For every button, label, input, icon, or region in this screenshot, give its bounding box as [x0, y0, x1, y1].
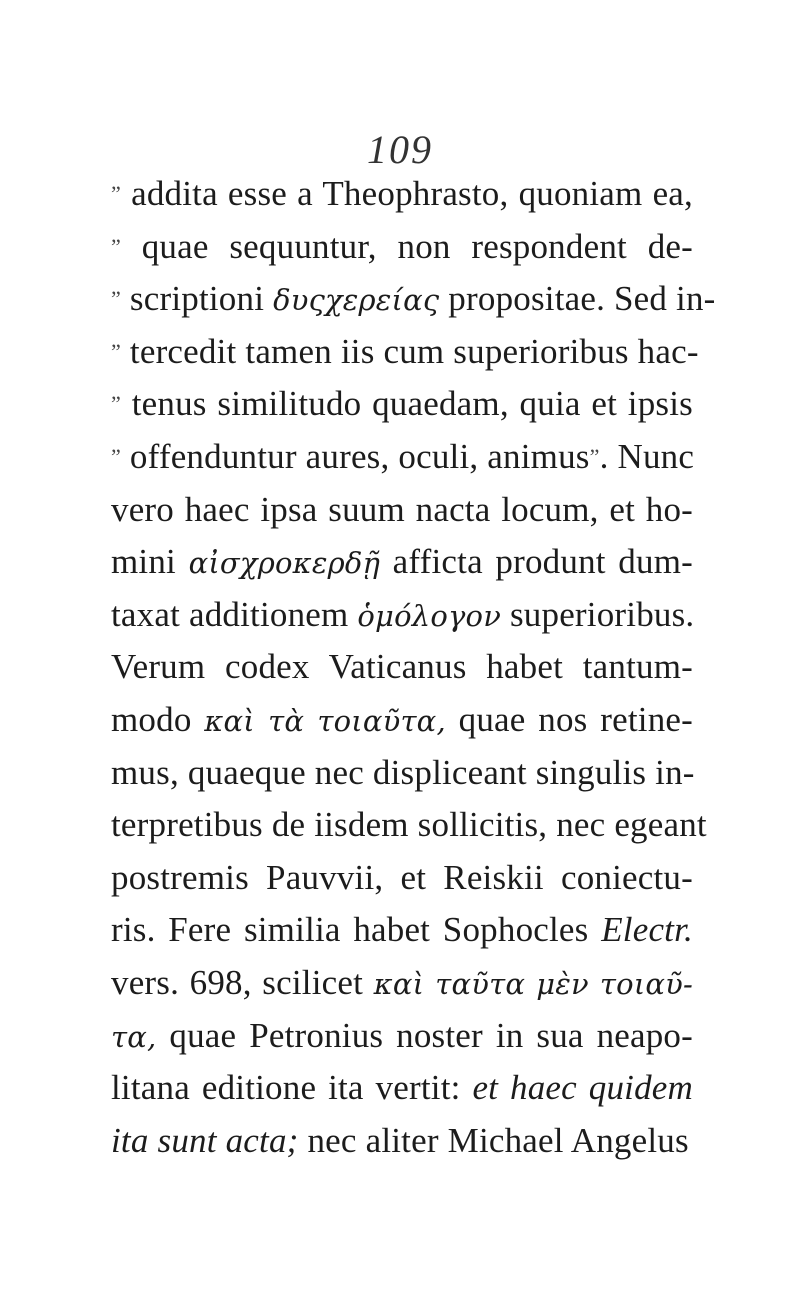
- text-run: mini: [111, 542, 189, 582]
- text-run: quae sequuntur, non respondent de-: [120, 226, 693, 266]
- text-line: [111, 378, 693, 431]
- text-run: terpretibus de iisdem sollicitis, nec egeant: [111, 805, 707, 845]
- text-run: quae Petronius noster in sua neapo-: [156, 1015, 693, 1055]
- text-line: [111, 1062, 693, 1115]
- text-line: [111, 904, 693, 957]
- text-run: quae nos retine-: [445, 699, 693, 739]
- greek-text: δυςχερείας: [273, 283, 440, 318]
- greek-text: αἰσχροκερδῇ: [188, 546, 381, 581]
- text-run: litana editione ita vertit:: [111, 1068, 473, 1108]
- body-text: [111, 168, 716, 1167]
- text-run: offenduntur aures, oculi, animus: [120, 436, 590, 476]
- text-line: [111, 747, 693, 800]
- text-line: [111, 957, 693, 1010]
- text-run: mus, quaeque nec displiceant singulis in-: [111, 752, 695, 792]
- italic-text: et haec quidem: [472, 1068, 693, 1108]
- text-run: postremis Pauvvii, et Reiskii coniectu-: [111, 857, 693, 897]
- text-run: tenus similitudo quaedam, quia et ipsis: [120, 384, 693, 424]
- text-line: [111, 1115, 693, 1168]
- text-run: afficta produnt dum-: [380, 542, 693, 582]
- quote-mark: ”: [111, 233, 121, 259]
- quote-mark: ”: [111, 181, 121, 206]
- text-line: [111, 168, 693, 221]
- text-line: [111, 852, 693, 905]
- greek-text: καὶ τὰ τοιαῦτα,: [204, 703, 446, 738]
- text-run: . Nunc: [599, 436, 695, 476]
- text-line: [111, 536, 693, 589]
- text-line: [111, 273, 716, 326]
- text-run: ris. Fere similia habet Sophocles: [111, 910, 602, 950]
- greek-text: καὶ ταῦτα μὲν τοιαῦ-: [373, 966, 693, 1001]
- quote-mark: ”: [111, 391, 121, 417]
- text-line: [111, 641, 693, 694]
- quote-mark: ”: [111, 286, 121, 312]
- italic-text: ita sunt acta;: [111, 1120, 299, 1160]
- text-line: [111, 221, 693, 274]
- quote-mark: ”: [589, 443, 600, 469]
- text-line: [111, 326, 699, 379]
- text-run: taxat additionem: [111, 594, 358, 634]
- text-line: [111, 1010, 693, 1063]
- text-run: scriptioni: [120, 279, 274, 319]
- text-run: propositae. Sed in-: [439, 279, 716, 319]
- text-run: nec aliter Michael Angelus: [298, 1120, 689, 1160]
- text-line: [111, 484, 693, 537]
- text-run: vers. 698, scilicet: [111, 962, 374, 1002]
- text-run: Verum codex Vaticanus habet tantum-: [111, 647, 693, 687]
- text-run: modo: [111, 699, 205, 739]
- greek-text: ὁμόλογον: [357, 598, 502, 633]
- quote-mark: ”: [111, 443, 121, 469]
- text-line: [111, 694, 693, 747]
- quote-mark: ”: [111, 338, 121, 364]
- text-run: vero haec ipsa suum nacta locum, et ho-: [111, 489, 693, 529]
- text-run: addita esse a Theophrasto, quoniam ea,: [120, 174, 693, 213]
- text-line: [111, 589, 693, 642]
- text-line: [111, 431, 693, 484]
- greek-text: τα,: [111, 1019, 157, 1054]
- text-line: [111, 799, 707, 852]
- text-run: superioribus.: [501, 594, 695, 634]
- italic-text: Electr.: [601, 910, 693, 950]
- page-number: 109: [367, 127, 433, 172]
- text-run: tercedit tamen iis cum superioribus hac-: [120, 331, 699, 371]
